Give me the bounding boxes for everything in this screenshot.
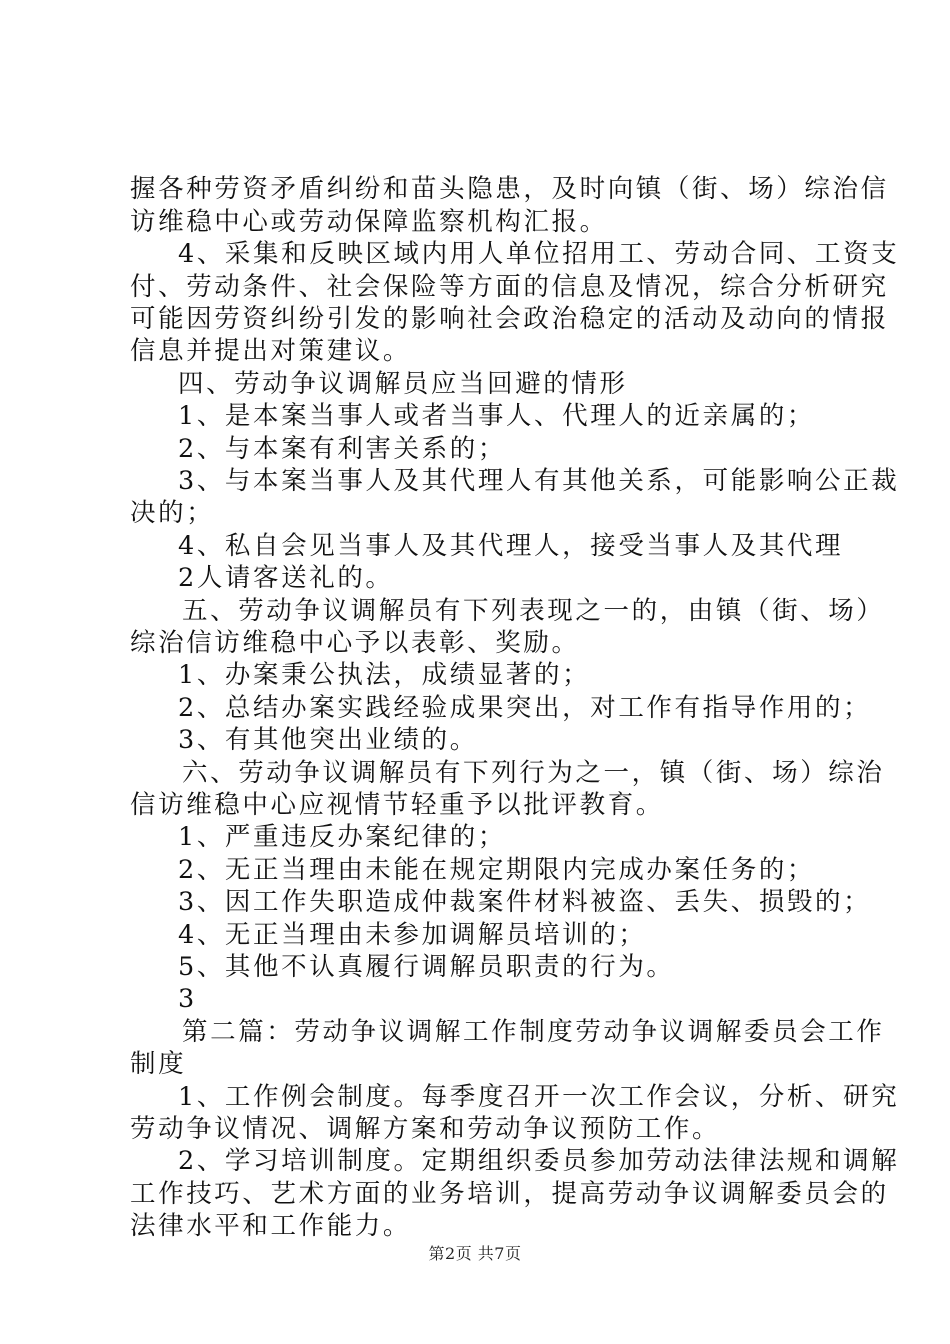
body-text-line: 信访维稳中心应视情节轻重予以批评教育。 bbox=[130, 790, 664, 820]
list-item: 1、办案秉公执法，成绩显著的； bbox=[178, 660, 591, 690]
body-text-line: 付、劳动条件、社会保险等方面的信息及情况，综合分析研究 bbox=[130, 272, 889, 302]
body-text-line: 劳动争议情况、调解方案和劳动争议预防工作。 bbox=[130, 1114, 721, 1144]
list-item: 1、是本案当事人或者当事人、代理人的近亲属的； bbox=[178, 401, 816, 431]
chapter-heading: 第二篇：劳动争议调解工作制度劳动争议调解委员会工作 bbox=[182, 1017, 885, 1047]
body-text-line: 决的； bbox=[130, 498, 215, 528]
list-item: 2、与本案有利害关系的； bbox=[178, 434, 506, 464]
list-item: 3、与本案当事人及其代理人有其他关系，可能影响公正裁 bbox=[178, 466, 900, 496]
body-text-line: 综治信访维稳中心予以表彰、奖励。 bbox=[130, 628, 580, 658]
chapter-heading-continued: 制度 bbox=[130, 1049, 187, 1079]
body-text-line: 信息并提出对策建议。 bbox=[130, 336, 412, 366]
list-item: 2、学习培训制度。定期组织委员参加劳动法律法规和调解 bbox=[178, 1146, 900, 1176]
list-item: 2、无正当理由未能在规定期限内完成办案任务的； bbox=[178, 855, 816, 885]
list-item: 4、无正当理由未参加调解员培训的； bbox=[178, 920, 647, 950]
list-item: 1、工作例会制度。每季度召开一次工作会议，分析、研究 bbox=[178, 1082, 900, 1112]
page-footer: 第2页 共7页 bbox=[428, 1244, 522, 1263]
list-item: 5、其他不认真履行调解员职责的行为。 bbox=[178, 952, 675, 982]
body-text-line: 2人请客送礼的。 bbox=[178, 563, 394, 593]
section-heading: 四、劳动争议调解员应当回避的情形 bbox=[178, 369, 628, 399]
body-text-line: 握各种劳资矛盾纠纷和苗头隐患，及时向镇（街、场）综治信 bbox=[130, 174, 889, 204]
body-text-line: 访维稳中心或劳动保障监察机构汇报。 bbox=[130, 207, 608, 237]
body-text-line: 法律水平和工作能力。 bbox=[130, 1211, 412, 1241]
body-text-line: 4、采集和反映区域内用人单位招用工、劳动合同、工资支 bbox=[178, 239, 900, 269]
body-text-line: 可能因劳资纠纷引发的影响社会政治稳定的活动及动向的情报 bbox=[130, 304, 889, 334]
list-item: 4、私自会见当事人及其代理人，接受当事人及其代理 bbox=[178, 531, 844, 561]
list-item: 3、因工作失职造成仲裁案件材料被盗、丢失、损毁的； bbox=[178, 887, 872, 917]
list-item: 3、有其他突出业绩的。 bbox=[178, 725, 478, 755]
section-heading: 六、劳动争议调解员有下列行为之一，镇（街、场）综治 bbox=[182, 758, 885, 788]
list-item: 2、总结办案实践经验成果突出，对工作有指导作用的； bbox=[178, 693, 872, 723]
section-heading: 五、劳动争议调解员有下列表现之一的，由镇（街、场） bbox=[182, 596, 885, 626]
body-text-line: 工作技巧、艺术方面的业务培训，提高劳动争议调解委员会的 bbox=[130, 1179, 889, 1209]
inline-page-number: 3 bbox=[178, 984, 197, 1014]
list-item: 1、严重违反办案纪律的； bbox=[178, 822, 506, 852]
